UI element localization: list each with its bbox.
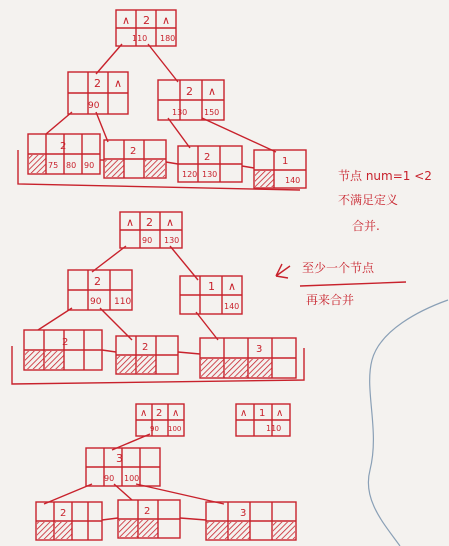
stage3-root-key-2: ∧ [172, 408, 180, 419]
stage1-leaf2-label: 2 [204, 152, 211, 163]
stage1-l1b-key-1: ∧ [208, 85, 217, 98]
stage2-root-val-1: 130 [164, 236, 180, 245]
stage1-leaf1-label: 2 [130, 146, 137, 157]
stage3-l1-key-0: 3 [116, 452, 123, 465]
note1-line2: 不满足定义 [338, 193, 399, 207]
stage2-l1b-key-1: ∧ [228, 280, 237, 293]
stage1-l1a-val-0: 90 [88, 101, 100, 111]
stage3-side-key-1: 1 [259, 408, 266, 419]
stage2-l1a-key-0: 2 [94, 275, 101, 288]
stage-1-tree [18, 10, 306, 190]
stage-3-tree [36, 404, 296, 540]
stage2-l1a-val-1: 110 [114, 297, 132, 307]
stage3-side-node [236, 404, 290, 436]
stage1-l1a-key-1: ∧ [114, 77, 123, 90]
stage3-root-node [136, 404, 184, 436]
stage2-leaf1-label: 2 [142, 342, 149, 353]
stage3-leaf-2 [206, 502, 296, 540]
stage1-level1-left [68, 72, 128, 114]
stage2-leaf-2 [200, 338, 296, 378]
stage1-l1b-key-0: 2 [186, 85, 193, 98]
stage2-leaf0-label: 2 [62, 337, 69, 348]
stage3-root-val-0: 90 [150, 425, 159, 433]
stage2-l1b-key-0: 1 [208, 280, 215, 293]
stage1-leaf-1 [104, 140, 166, 178]
stage2-level1-right [180, 276, 242, 314]
stage1-leaf0-val-0: 75 [48, 161, 59, 170]
stage2-leaf-0 [24, 330, 102, 370]
stage2-leaf2-label: 3 [256, 344, 263, 355]
note2-line1: 至少一个节点 [302, 261, 375, 275]
stage1-root-val-1: 180 [160, 34, 176, 43]
stage1-leaf0-val-2: 90 [84, 161, 95, 170]
stage3-root-key-1: 2 [156, 408, 163, 419]
stage1-root-key-2: ∧ [162, 14, 171, 27]
note1-line3: 合并. [352, 219, 380, 233]
stage1-root-key-0: ∧ [122, 14, 131, 27]
stage1-level1-right [158, 80, 224, 120]
stage1-l1b-val-0: 130 [172, 108, 188, 117]
note2-line2: 再来合并 [306, 293, 355, 307]
stage2-root-key-1: 2 [146, 216, 153, 229]
stage1-root-key-1: 2 [143, 14, 150, 27]
stage1-leaf3-val-1: 140 [285, 176, 301, 185]
stage1-leaf2-val-1: 130 [202, 170, 218, 179]
stage1-leaf-2 [178, 146, 242, 182]
stage3-leaf0-label: 2 [60, 508, 67, 519]
stage1-l1b-val-1: 150 [204, 108, 220, 117]
stage1-root-node [116, 10, 176, 46]
stage3-level1 [86, 448, 160, 486]
stage3-root-key-0: ∧ [140, 408, 148, 419]
stage3-side-val-0: 110 [266, 424, 282, 433]
stage3-l1-val-0: 90 [104, 474, 115, 483]
stage3-l1-val-1: 100 [124, 474, 140, 483]
stage1-leaf3-label: 1 [282, 156, 289, 167]
paper-fold-line [368, 300, 448, 546]
note1-line1: 节点 num=1 <2 [338, 169, 432, 183]
note-1 [338, 168, 432, 233]
stage3-side-key-2: ∧ [276, 408, 284, 419]
stage2-l1a-val-0: 90 [90, 297, 102, 307]
stage3-root-val-1: 100 [168, 425, 182, 433]
stage1-l1a-key-0: 2 [94, 77, 101, 90]
stage3-leaf1-label: 2 [144, 506, 151, 517]
stage1-leaf-3 [254, 150, 306, 188]
stage2-l1b-val-0: 140 [224, 302, 240, 311]
stage3-leaf2-label: 3 [240, 508, 247, 519]
stage2-root-key-2: ∧ [166, 216, 175, 229]
stage2-root-key-0: ∧ [126, 216, 135, 229]
stage1-root-val-0: 110 [132, 34, 148, 43]
stage2-leaf-1 [116, 336, 178, 374]
stage1-leaf-0 [28, 134, 100, 174]
stage1-leaf0-label: 2 [60, 141, 67, 152]
stage3-side-key-0: ∧ [240, 408, 248, 419]
stage2-root-node [120, 212, 182, 248]
stage3-leaf-1 [118, 500, 180, 538]
stage-2-tree [12, 212, 304, 384]
stage1-leaf2-val-0: 120 [182, 170, 198, 179]
stage2-level1-left [68, 270, 132, 310]
stage2-root-val-0: 90 [142, 236, 153, 245]
note-2 [276, 260, 406, 307]
stage3-leaf-0 [36, 502, 102, 540]
stage1-leaf0-val-1: 80 [66, 161, 77, 170]
